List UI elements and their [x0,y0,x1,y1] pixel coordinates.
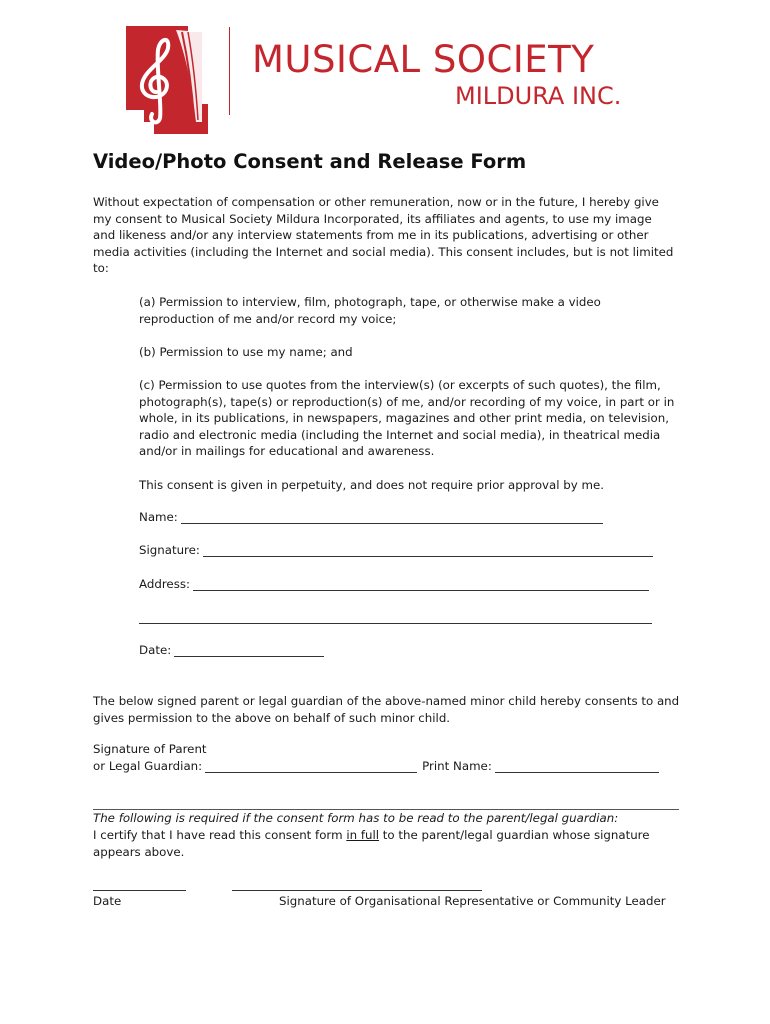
footer-date-line[interactable] [93,890,186,891]
certify-text-start: I certify that I have read this consent form [93,828,347,842]
perpetuity-statement: This consent is given in perpetuity, and does not require prior approval by me. [139,478,604,492]
signature-input-line[interactable] [203,544,653,557]
guardian-signature-label-1: Signature of Parent [93,742,207,756]
date-input-line[interactable] [174,644,324,657]
date-label: Date: [139,643,172,657]
name-label: Name: [139,510,178,524]
logo-divider [229,27,230,115]
item-b: (b) Permission to use my name; and [139,345,353,359]
guardian-consent-text: The below signed parent or legal guardian of the above-named minor child hereby consents to and gives permission to the above on behalf of such minor child. [93,694,680,725]
logo-name: MUSICAL SOCIETY [252,38,595,81]
address-input-line-2[interactable] [139,623,652,624]
logo-subtitle: MILDURA INC. [455,82,622,110]
item-c: (c) Permission to use quotes from the interview(s) (or excerpts of such quotes), the film, photograph(s), tape(s) or reproduction(s) of me, and/or recording of my voice, in part or in whole, in its publications, in newspapers, magazines and other print media, on television, radio and electronic media (including the Internet and social media), in theatrical media and/or in mailings for educational and awareness. [139,378,675,459]
footer-date-label: Date [93,894,122,908]
item-a: (a) Permission to interview, film, photograph, tape, or otherwise make a video reproduction of me and/or record my voice; [139,295,601,326]
print-name-input-line[interactable] [495,760,659,773]
footer-rep-label: Signature of Organisational Representative or Community Leader [279,894,666,908]
name-field [139,510,603,524]
address-field [139,577,649,591]
guardian-signature-label-2: or Legal Guardian: [93,759,203,773]
print-name-label: Print Name: [422,759,492,773]
footer-rep-signature-line[interactable] [232,890,482,891]
intro-paragraph: Without expectation of compensation or other remuneration, now or in the future, I hereby give my consent to Musical Society Mildura Incorporated, its affiliates and agents, to use my image and likeness and/or any interview statements from me in its publications, advertising or other media activities (including the Internet and social media). This consent includes, but is not limited to: [93,195,674,276]
date-field [139,643,324,657]
treble-clef-curtain-icon [126,26,208,134]
form-title: Video/Photo Consent and Release Form [93,150,527,173]
signature-field [139,543,653,557]
guardian-signature-field [93,759,659,773]
name-input-line[interactable] [181,511,603,524]
address-label: Address: [139,577,190,591]
signature-label: Signature: [139,543,200,557]
read-requirement-note: The following is required if the consent form has to be read to the parent/legal guardian: [93,811,619,825]
guardian-signature-input-line[interactable] [205,760,417,773]
certify-text-underlined: in full [346,828,380,842]
certify-statement [93,827,683,860]
certify-text-end: to the parent/legal guardian whose signature appears above. [93,828,650,859]
address-input-line[interactable] [193,578,649,591]
